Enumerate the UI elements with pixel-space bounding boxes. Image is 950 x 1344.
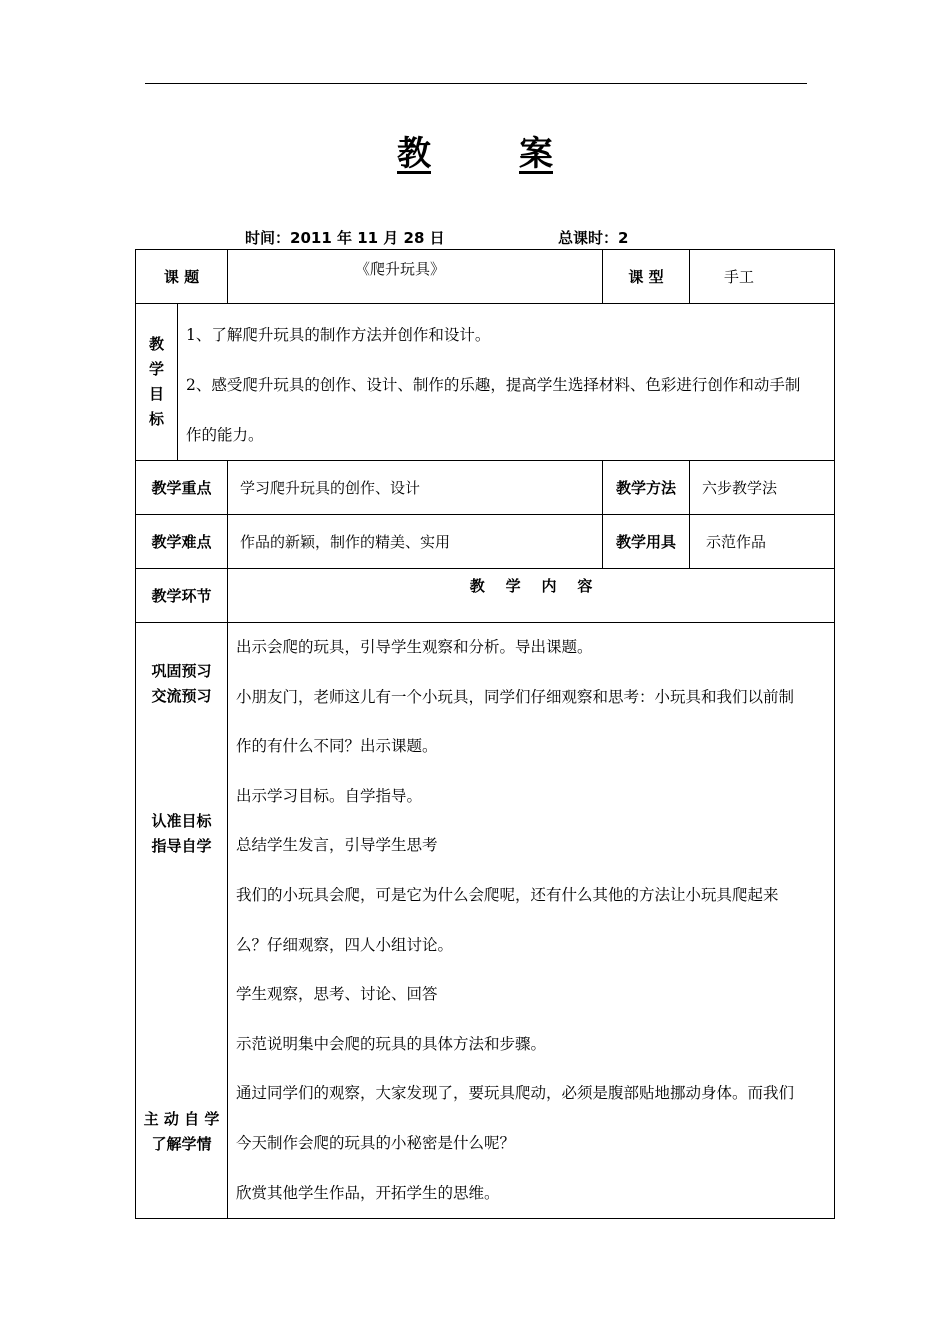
content-line: 出示学习目标。自学指导。 <box>236 786 423 805</box>
goal-line: 作的能力。 <box>186 426 264 444</box>
tools-label: 教学用具 <box>603 515 690 569</box>
content-line: 欣赏其他学生作品，开拓学生的思维。 <box>236 1183 500 1202</box>
content-line: 学生观察，思考、讨论、回答 <box>236 985 438 1004</box>
content-line: 通过同学们的观察，大家发现了，要玩具爬动，必须是腹部贴地挪动身体。而我们 <box>236 1084 795 1103</box>
content-line: 我们的小玩具会爬，可是它为什么会爬呢，还有什么其他的方法让小玩具爬起来 <box>236 885 779 904</box>
key-points-label: 教学重点 <box>136 461 228 515</box>
lesson-plan-table <box>135 249 835 1219</box>
difficulty-row <box>136 515 835 569</box>
stage-header-label: 教学环节 <box>136 569 228 623</box>
stages-column <box>136 623 228 1219</box>
content-line: 今天制作会爬的玩具的小秘密是什么呢？ <box>236 1133 516 1152</box>
goal-line: 1、了解爬升玩具的制作方法并创作和设计。 <box>186 326 491 344</box>
stage-1: 巩固预习 交流预习 <box>151 662 212 705</box>
difficulty-value: 作品的新颖，制作的精美、实用 <box>228 515 603 569</box>
stage-2: 认准目标 指导自学 <box>151 812 212 855</box>
content-line: 作的有什么不同？出示课题。 <box>236 737 438 756</box>
content-line: 出示会爬的玩具，引导学生观察和分析。导出课题。 <box>236 638 593 656</box>
stage-3: 主 动 自 学 了解学情 <box>143 1110 220 1153</box>
goal-line: 2、感受爬升玩具的创作、设计、制作的乐趣，提高学生选择材料、色彩进行创作和动手制 <box>186 376 801 394</box>
tools-value: 示范作品 <box>690 515 835 569</box>
title-char-2: 案 <box>519 134 553 174</box>
content-body <box>228 623 835 1219</box>
content-line: 总结学生发言，引导学生思考 <box>236 836 438 855</box>
topic-label: 课 题 <box>136 250 228 304</box>
time-value: 2011 年 11 月 28 日 <box>290 229 445 247</box>
content-header: 教 学 内 容 <box>228 569 835 623</box>
header-rule <box>145 83 807 84</box>
content-row <box>136 623 835 1219</box>
goals-row <box>136 304 835 461</box>
type-value: 手工 <box>690 250 835 304</box>
type-label: 课 型 <box>603 250 690 304</box>
content-header-row <box>136 569 835 623</box>
goals-label: 教 学 目 标 <box>136 304 178 461</box>
method-value: 六步教学法 <box>690 461 835 515</box>
title-char-1: 教 <box>397 134 431 174</box>
goals-content <box>178 304 835 461</box>
content-line: 小朋友门，老师这儿有一个小玩具，同学们仔细观察和思考：小玩具和我们以前制 <box>236 687 795 706</box>
key-points-row <box>136 461 835 515</box>
method-label: 教学方法 <box>603 461 690 515</box>
topic-row <box>136 250 835 304</box>
key-points-value: 学习爬升玩具的创作、设计 <box>228 461 603 515</box>
page-title <box>0 126 950 175</box>
time-info <box>245 227 445 248</box>
topic-value: 《爬升玩具》 <box>228 250 603 304</box>
total-hours: 总课时：2 <box>558 229 629 247</box>
content-line: 示范说明集中会爬的玩具的具体方法和步骤。 <box>236 1034 547 1053</box>
time-label: 时间： <box>245 229 291 247</box>
content-line: 么？仔细观察，四人小组讨论。 <box>236 935 454 954</box>
difficulty-label: 教学难点 <box>136 515 228 569</box>
